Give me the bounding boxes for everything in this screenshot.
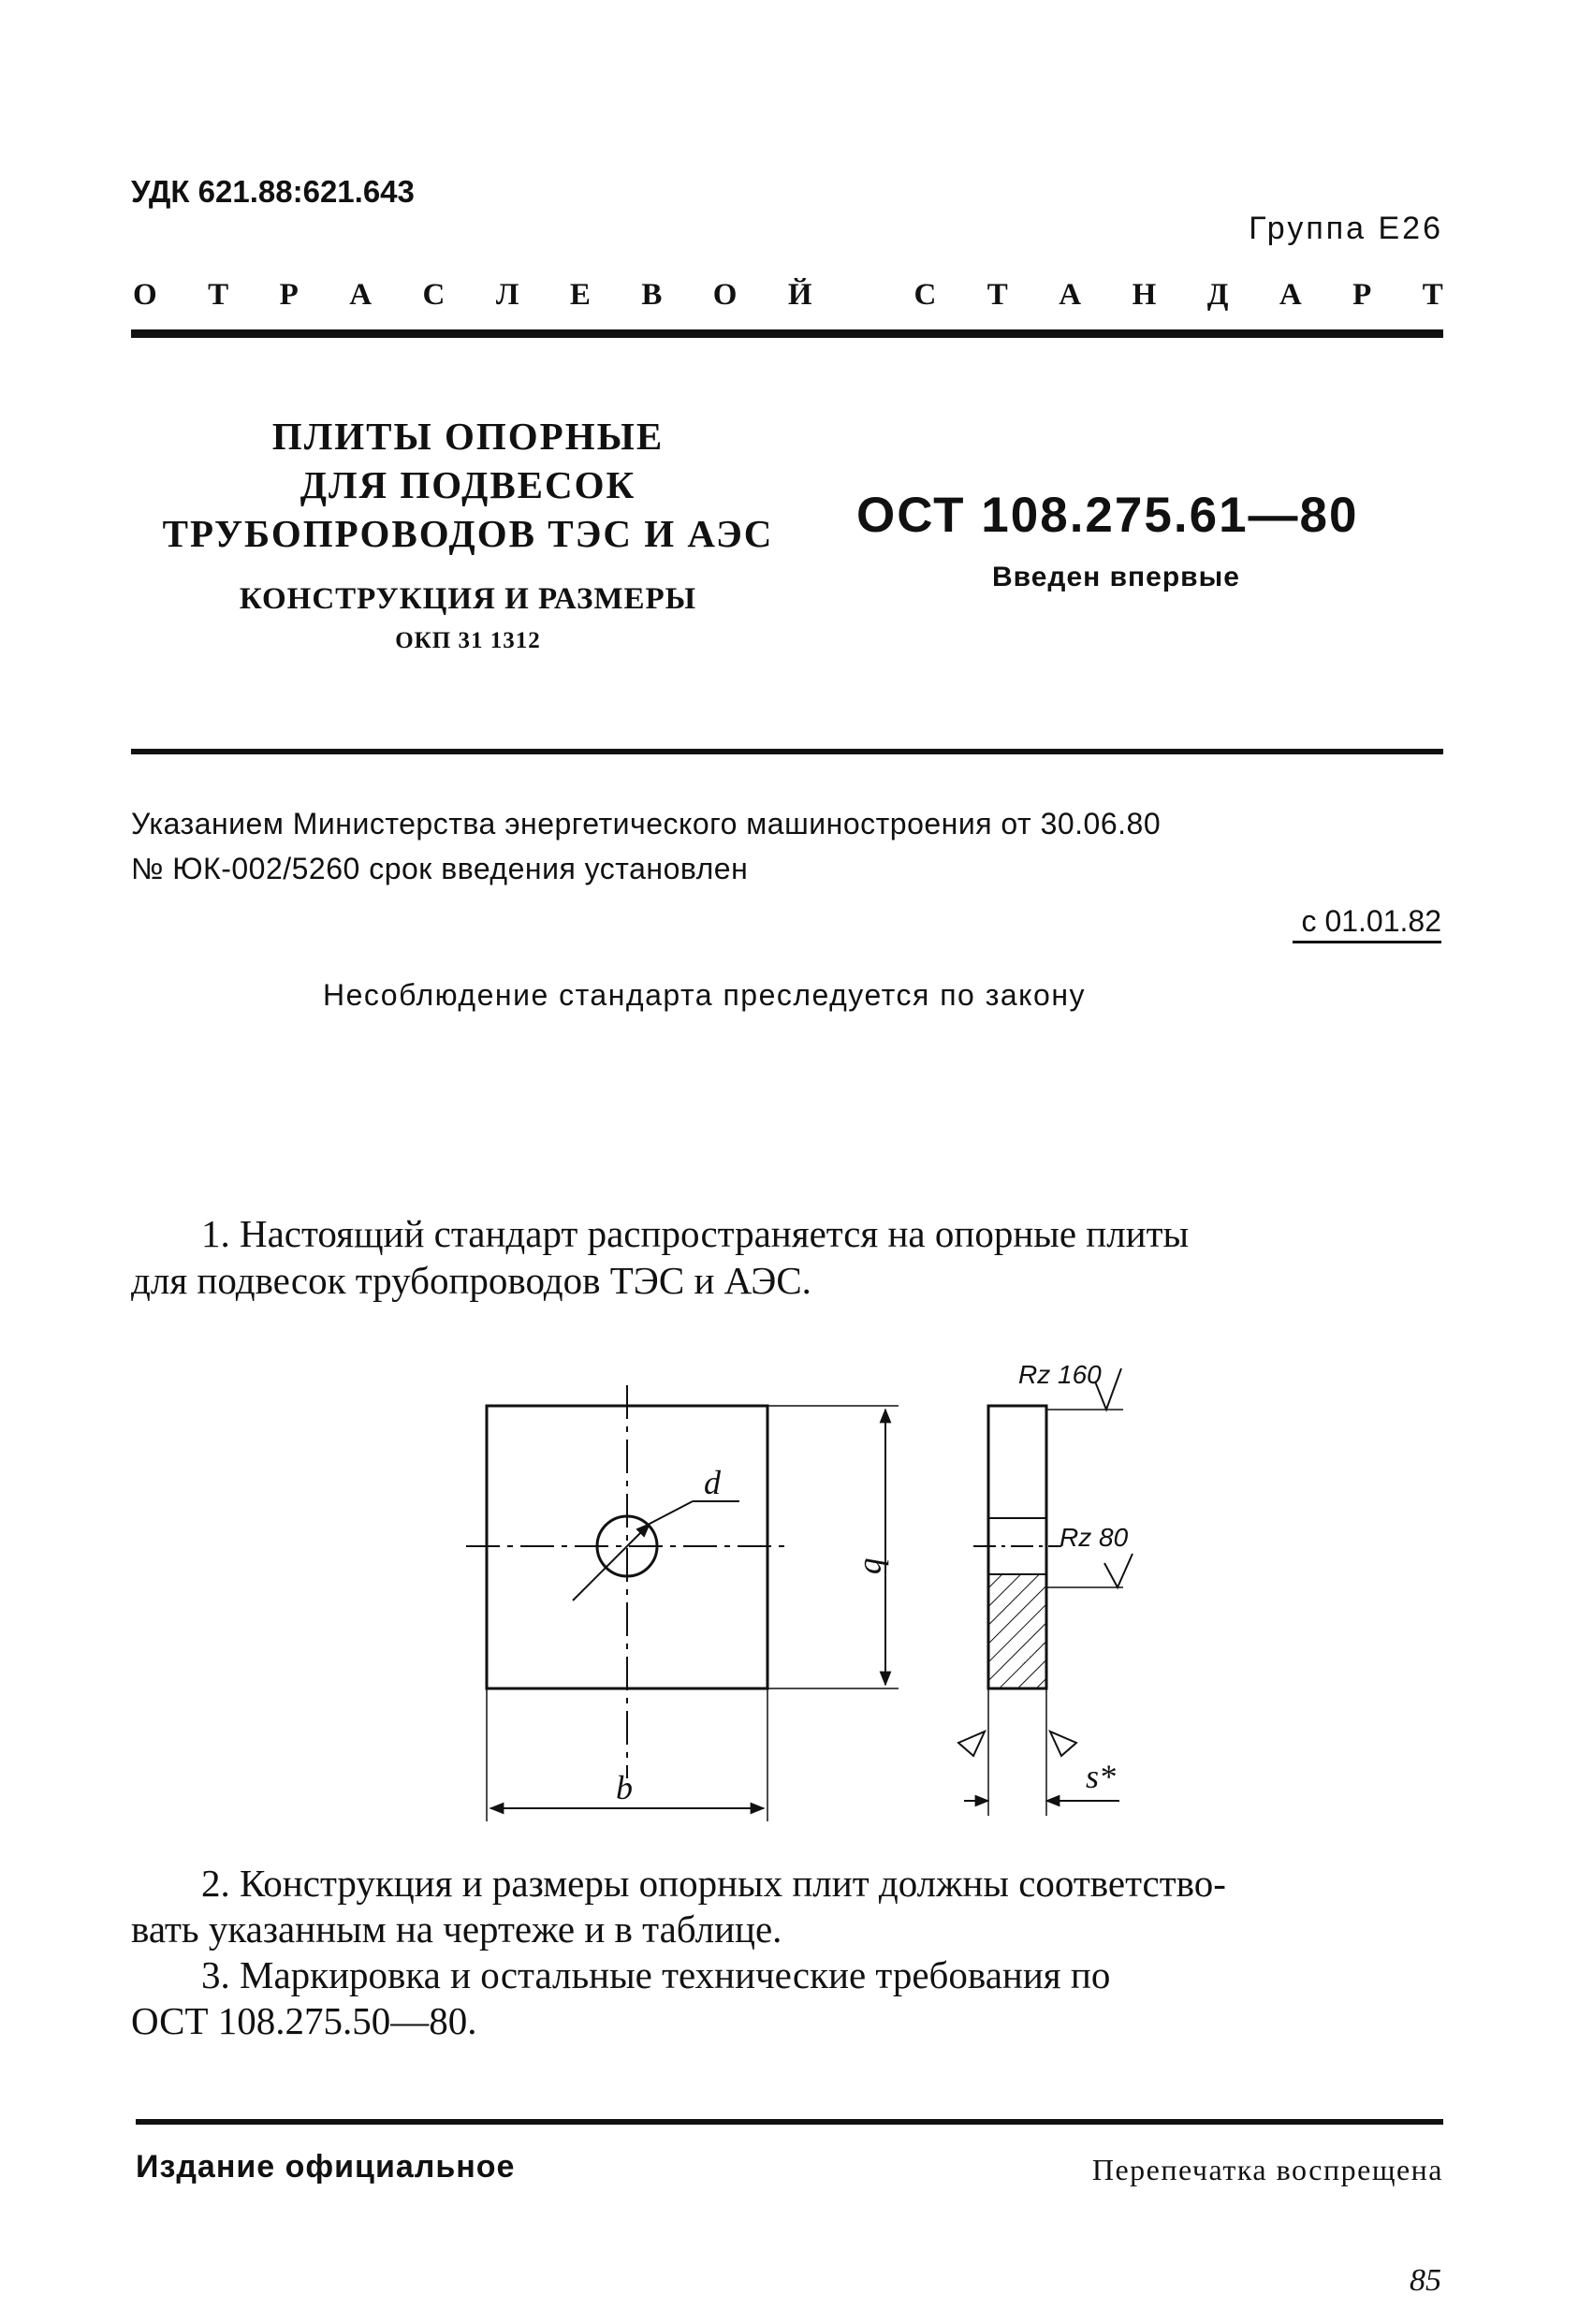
diameter-leader	[573, 1524, 650, 1600]
roughness-top-label: Rz 160	[1018, 1360, 1102, 1389]
roughness-mid-label: Rz 80	[1060, 1523, 1129, 1552]
banner-letter: Т	[1422, 278, 1443, 312]
banner-letter: В	[641, 278, 663, 312]
plate-side-view	[958, 1360, 1133, 1816]
paragraph-3-line-2: ОСТ 108.275.50—80.	[131, 1999, 477, 2042]
okp-code: ОКП 31 1312	[395, 628, 541, 653]
decree-line-1: Указанием Министерства энергетического машиностроения от 30.06.80	[131, 807, 1162, 840]
banner-letter: Р	[279, 278, 299, 312]
weld-mark-left	[958, 1732, 985, 1756]
banner-letter: А	[1279, 278, 1302, 312]
label-d: d	[704, 1464, 721, 1501]
standard-number: ОСТ 108.275.61—80	[856, 488, 1359, 543]
group-code: Группа Е26	[1249, 211, 1443, 246]
weld-mark-right	[1050, 1732, 1076, 1756]
udk-code: УДК 621.88:621.643	[131, 174, 415, 209]
paragraph-1-line-2: для подвесок трубопроводов ТЭС и АЭС.	[131, 1259, 811, 1302]
banner-letter: А	[1059, 278, 1082, 312]
reprint-notice: Перепечатка воспрещена	[1091, 2153, 1443, 2186]
banner-letter: Р	[1352, 278, 1372, 312]
edition-note: Издание официальное	[136, 2149, 516, 2185]
title-line-1: ПЛИТЫ ОПОРНЫЕ	[271, 415, 665, 458]
title-line-2: ДЛЯ ПОДВЕСОК	[300, 463, 636, 506]
banner-letter: Т	[208, 278, 229, 312]
diameter-leader-shelf	[650, 1501, 693, 1524]
banner-letter: Н	[1132, 278, 1157, 312]
label-s: s*	[1086, 1758, 1117, 1795]
footer-rule	[136, 2119, 1443, 2125]
roughness-mid-symbol	[1104, 1554, 1133, 1587]
banner-letter: Е	[569, 278, 591, 312]
banner-letter: Д	[1206, 278, 1229, 312]
paragraph-2-line-1: 2. Конструкция и размеры опорных плит должны соответство-	[201, 1862, 1226, 1905]
subtitle: КОНСТРУКЦИЯ И РАЗМЕРЫ	[239, 582, 697, 616]
label-b-horizontal: b	[616, 1769, 633, 1806]
banner-letter: С	[913, 278, 937, 312]
label-b-vertical: b	[857, 1557, 895, 1574]
introduced-note: Введен впервые	[992, 562, 1240, 592]
banner-letter: С	[422, 278, 446, 312]
section-hatch	[988, 1574, 1046, 1688]
page-number: 85	[1410, 2263, 1441, 2298]
banner-letter: Т	[986, 278, 1008, 312]
banner-letter: А	[349, 278, 373, 312]
paragraph-2-line-2: вать указанным на чертеже и в таблице.	[131, 1907, 782, 1951]
paragraph-3-line-1: 3. Маркировка и остальные технические требования по	[201, 1953, 1111, 1996]
title-line-3: ТРУБОПРОВОДОВ ТЭС И АЭС	[162, 512, 774, 555]
banner-letter: Л	[495, 278, 519, 312]
decree-line-2: № ЮК-002/5260 срок введения установлен	[131, 852, 749, 885]
effective-date: с 01.01.82	[1293, 904, 1441, 943]
banner-letter: О	[712, 278, 738, 312]
legal-warning: Несоблюдение стандарта преследуется по закону	[323, 978, 1086, 1012]
paragraph-1-line-1: 1. Настоящий стандарт распространяется на опорные плиты	[201, 1212, 1190, 1255]
banner-letter: Й	[787, 278, 812, 312]
plate-front-view	[466, 1385, 899, 1821]
banner-letter: О	[133, 278, 157, 312]
